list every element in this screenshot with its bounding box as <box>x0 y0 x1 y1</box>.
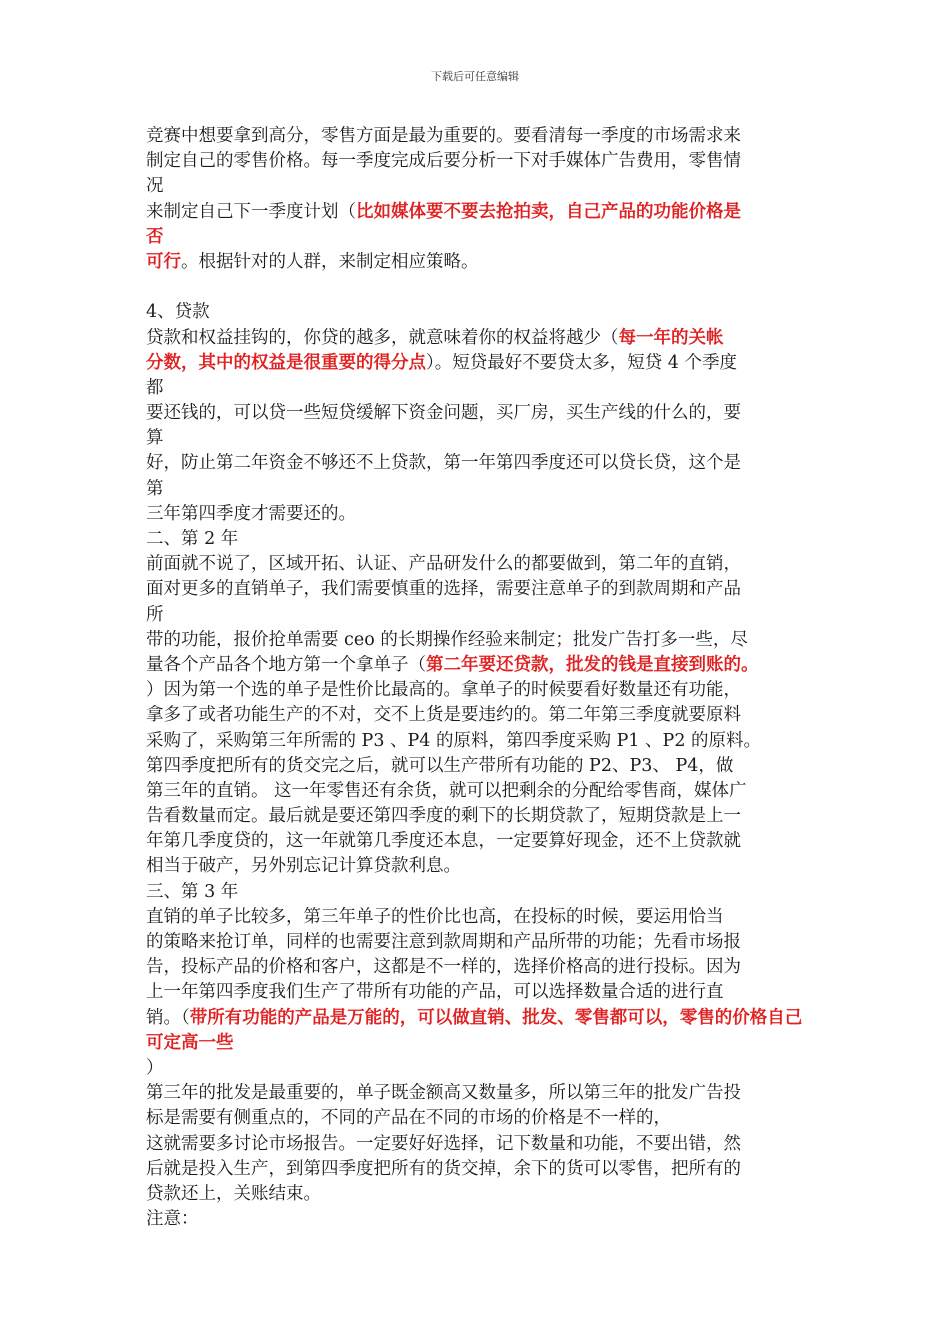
text-line <box>146 905 814 930</box>
body-text: 第 <box>146 478 164 499</box>
text-line <box>146 1031 814 1056</box>
body-text: 第三年的批发是最重要的，单子既金额高又数量多，所以第三年的批发广告投 <box>146 1083 741 1104</box>
body-text: 告，投标产品的价格和客户，这都是不一样的，选择价格高的进行投标。因为 <box>146 957 741 978</box>
body-text: 贷款和权益挂钩的，你贷的越多，就意味着你的权益将越少（ <box>146 327 619 348</box>
body-text: 第三年的直销。 这一年零售还有余货，就可以把剩余的分配给零售商，媒体广 <box>146 780 747 801</box>
page-header: 下载后可任意编辑 <box>431 70 519 83</box>
blank-line <box>146 275 814 300</box>
body-text: 前面就不说了，区域开拓、认证、产品研发什么的都要做到，第二年的直销， <box>146 554 741 575</box>
text-line <box>146 326 814 351</box>
body-text: 上一年第四季度我们生产了带所有功能的产品，可以选择数量合适的进行直 <box>146 982 724 1003</box>
body-text: 的策略来抢订单，同样的也需要注意到款周期和产品所带的功能；先看市场报 <box>146 932 741 952</box>
body-text: 要还钱的，可以贷一些短贷缓解下资金问题，买厂房，买生产线的什么的，要 <box>146 403 741 424</box>
body-text: ）因为第一个选的单子是性价比最高的。拿单子的时候要看好数量还有功能， <box>146 680 741 701</box>
body-text: 所 <box>146 604 164 625</box>
body-text: ）。短贷最好不要贷太多，短贷 4 个季度 <box>426 352 738 373</box>
body-text: 相当于破产，另外别忘记计算贷款利息。 <box>146 856 461 877</box>
highlighted-text: 第二年要还贷款，批发的钱是直接到账的。 <box>426 654 759 675</box>
text-line <box>146 401 814 426</box>
body-text: 直销的单子比较多，第三年单子的性价比也高，在投标的时候，要运用恰当 <box>146 906 724 927</box>
text-line <box>146 451 814 476</box>
body-text: 带的功能，报价抢单需要 ceo 的长期操作经验来制定；批发广告打多一些，尽 <box>146 629 748 650</box>
text-line <box>146 149 814 174</box>
highlighted-text: 可定高一些 <box>146 1032 234 1053</box>
body-text: 采购了，采购第三年所需的 P3 、P4 的原料，第四季度采购 P1 、P2 的原料。 <box>146 730 762 751</box>
text-line <box>146 1157 814 1182</box>
text-line <box>146 1132 814 1157</box>
body-text: 贷款还上，关账结束。 <box>146 1183 321 1204</box>
body-text: 面对更多的直销单子，我们需要慎重的选择，需要注意单子的到款周期和产品 <box>146 579 741 600</box>
text-line <box>146 351 814 376</box>
text-line <box>146 980 814 1005</box>
text-line <box>146 1081 814 1106</box>
text-line <box>146 124 814 149</box>
text-line <box>146 426 814 451</box>
body-text: 第四季度把所有的货交完之后，就可以生产带所有功能的 P2、P3、 P4，做 <box>146 755 734 776</box>
document-body <box>146 124 814 1232</box>
highlighted-text: 比如媒体要不要去抢拍卖，自己产品的功能价格是 <box>356 201 741 222</box>
body-text: 量各个产品各个地方第一个拿单子（ <box>146 654 426 675</box>
text-line <box>146 880 814 905</box>
highlighted-text: 带所有功能的产品是万能的，可以做直销、批发、零售都可以，零售的价格自己 <box>189 1007 803 1028</box>
text-line <box>146 628 814 653</box>
highlighted-text: 每一年的关帐 <box>618 327 724 348</box>
highlighted-text: 否 <box>146 226 164 247</box>
text-line <box>146 225 814 250</box>
body-text: 后就是投入生产，到第四季度把所有的货交掉，余下的货可以零售，把所有的 <box>146 1158 741 1179</box>
body-text: 三、第 3 年 <box>146 881 239 902</box>
text-line <box>146 502 814 527</box>
text-line <box>146 527 814 552</box>
text-line <box>146 829 814 854</box>
body-text: 标是需要有侧重点的，不同的产品在不同的市场的价格是不一样的， <box>146 1108 671 1129</box>
text-line <box>146 477 814 502</box>
text-line <box>146 729 814 754</box>
text-line <box>146 603 814 628</box>
highlighted-text: 分数，其中的权益是很重要的得分点 <box>146 352 426 373</box>
text-line <box>146 678 814 703</box>
text-line <box>146 174 814 199</box>
body-text: 年第几季度贷的，这一年就第几季度还本息，一定要算好现金，还不上贷款就 <box>146 831 741 852</box>
body-text: 销。（ <box>146 1007 190 1028</box>
text-line <box>146 1006 814 1031</box>
body-text: 二、第 2 年 <box>146 529 239 549</box>
text-line <box>146 577 814 602</box>
text-line <box>146 1056 814 1081</box>
text-line <box>146 200 814 225</box>
text-line <box>146 1207 814 1232</box>
highlighted-text: 可行 <box>146 251 181 272</box>
text-line <box>146 552 814 577</box>
text-line <box>146 930 814 955</box>
text-line <box>146 300 814 325</box>
text-line <box>146 804 814 829</box>
text-line <box>146 754 814 779</box>
text-line <box>146 653 814 678</box>
text-line <box>146 1182 814 1207</box>
body-text: 好，防止第二年资金不够还不上贷款，第一年第四季度还可以贷长贷，这个是 <box>146 453 741 474</box>
text-line <box>146 854 814 879</box>
body-text: 4、贷款 <box>146 302 210 323</box>
body-text: 注意： <box>146 1209 199 1230</box>
body-text: 况 <box>146 176 164 197</box>
body-text: 。根据针对的人群，来制定相应策略。 <box>181 251 479 272</box>
body-text: 算 <box>146 428 164 449</box>
body-text: ） <box>146 1057 164 1078</box>
body-text: 告看数量而定。最后就是要还第四季度的剩下的长期贷款了，短期贷款是上一 <box>146 806 741 827</box>
body-text: 拿多了或者功能生产的不对，交不上货是要违约的。第二年第三季度就要原料 <box>146 705 741 726</box>
text-line <box>146 250 814 275</box>
text-line <box>146 1106 814 1131</box>
text-line <box>146 779 814 804</box>
text-line <box>146 703 814 728</box>
body-text: 三年第四季度才需要还的。 <box>146 503 356 524</box>
body-text: 竞赛中想要拿到高分，零售方面是最为重要的。要看清每一季度的市场需求来 <box>146 126 741 146</box>
body-text: 制定自己的零售价格。每一季度完成后要分析一下对手媒体广告费用，零售情 <box>146 151 741 172</box>
body-text: 来制定自己下一季度计划（ <box>146 201 356 222</box>
text-line <box>146 376 814 401</box>
body-text: 这就需要多讨论市场报告。一定要好好选择，记下数量和功能，不要出错，然 <box>146 1133 741 1154</box>
text-line <box>146 955 814 980</box>
body-text: 都 <box>146 377 164 398</box>
